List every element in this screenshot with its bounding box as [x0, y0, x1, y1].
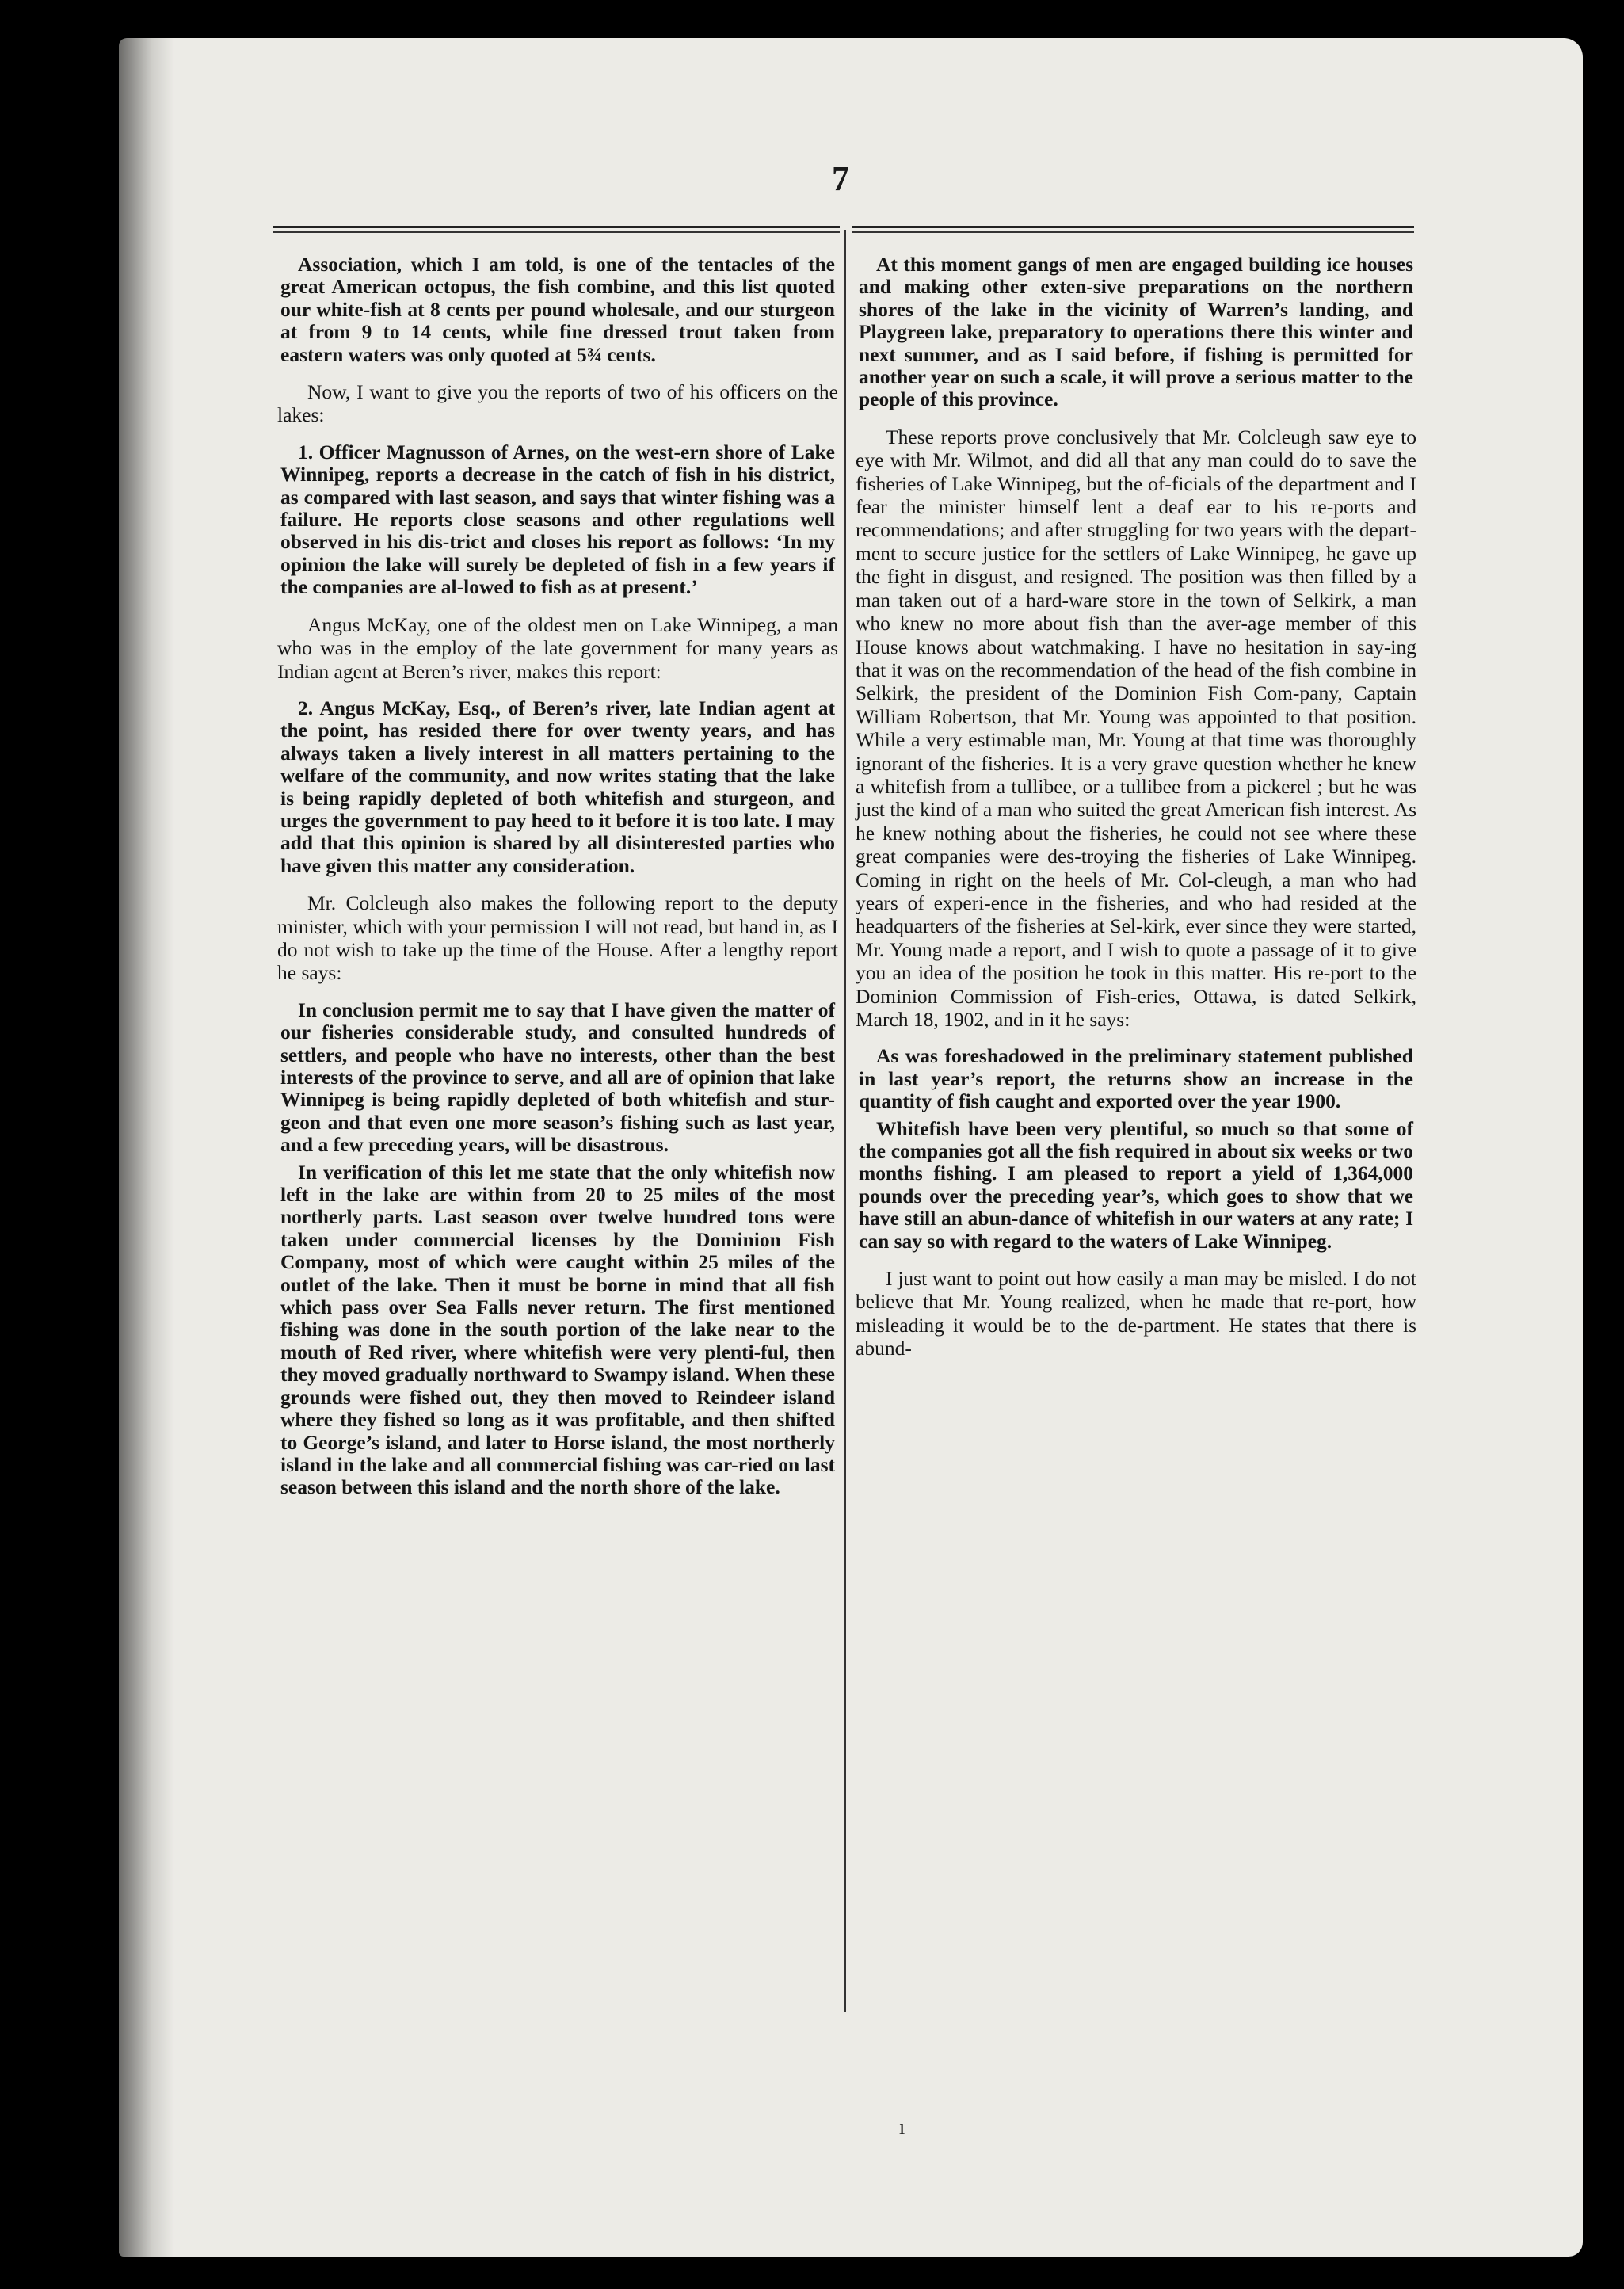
column-divider [844, 230, 846, 2012]
left-column [277, 254, 838, 1513]
header-rule-left [273, 226, 840, 233]
paragraph: Mr. Colcleugh also makes the following report to the deputy minister, which with your permission I will not read, but hand in, as I do not wish to take up the time of the House. After a lengthy report he says: [277, 891, 838, 985]
paragraph: Angus McKay, one of the oldest men on Lake Winnipeg, a man who was in the employ of the late government for many years as Indian agent at Beren’s river, makes this report: [277, 612, 838, 683]
paragraph: In conclusion permit me to say that I have given the matter of our fisheries considerable study, and consulted hundreds of settlers, and people who have no interests, other than the best interests of the province to serve, and all are of opinion that lake Winnipeg is being rapidly depleted of both whitefish and stur-geon and that even one more season’s fishing such as last year, and a few preceding years, will be disastrous. [280, 998, 835, 1157]
paragraph: I just want to point out how easily a man may be misled. I do not believe that Mr. Young realized, when he made that re-port, how misleading it would be to the de-partment. He states that there is abund- [856, 1267, 1416, 1360]
page-number: 7 [832, 159, 849, 198]
paragraph: In verification of this let me state that the only whitefish now left in the lake are within from 20 to 25 miles of the most northerly parts. Last season over twelve hundred tons were taken under commercial licenses by the Dominion Fish Company, most of which were caught within 25 miles of the outlet of the lake. Then it must be borne in mind that all fish which pass over Sea Falls never return. The first mentioned fishing was done in the south portion of the lake near to the mouth of Red river, where whitefish were very plenti-ful, then they moved gradually northward to Swampy island. When these grounds were fished out, they then moved to Reindeer island where they fished so long as it was profitable, and then shifted to George’s island, and later to Horse island, the most northerly island in the lake and all commercial fishing was car-ried on last season between this island and the north shore of the lake. [280, 1160, 835, 1499]
paragraph: 2. Angus McKay, Esq., of Beren’s river, late Indian agent at the point, has resided there for over twenty years, and has always taken a lively interest in all matters pertaining to the welfare of the community, and now writes stating that the lake is being rapidly depleted of both whitefish and sturgeon, and urges the government to pay heed to it before it is too late. I may add that this opinion is shared by all disinterested parties who have given this matter any consideration. [280, 696, 835, 877]
paragraph: As was foreshadowed in the preliminary statement published in last year’s report, the returns show an increase in the quantity of fish caught and exported over the year 1900. [859, 1044, 1413, 1113]
paragraph: At this moment gangs of men are engaged building ice houses and making other exten-sive preparations on the northern shores of the lake in the vicinity of Warren’s landing, and Playgreen lake, preparatory to operations there this winter and next summer, and as I said before, if fishing is permitted for another year on such a scale, it will prove a serious matter to the people of this province. [859, 253, 1413, 411]
right-column [856, 254, 1416, 1375]
paragraph: Whitefish have been very plentiful, so much so that some of the companies got all the fish required in about six weeks or two months fishing. I am pleased to report a yield of 1,364,000 pounds over the preceding year’s, which goes to show that we have still an abun-dance of whitefish in our waters at any rate; I can say so with regard to the waters of Lake Winnipeg. [859, 1116, 1413, 1253]
paragraph: 1. Officer Magnusson of Arnes, on the west-ern shore of Lake Winnipeg, reports a decrease in the catch of fish in his district, as compared with last season, and says that winter fishing was a failure. He reports close seasons and other regulations well observed in his dis-trict and closes his report as follows: ‘In my opinion the lake will surely be depleted of fish in a few years if the companies are al-lowed to fish as at present.’ [280, 440, 835, 599]
paragraph: Now, I want to give you the reports of two of his officers on the lakes: [277, 380, 838, 427]
header-rule-right [852, 226, 1414, 233]
paragraph: Association, which I am told, is one of the tentacles of the great American octopus, the fish combine, and this list quoted our white-fish at 8 cents per pound wholesale, and our sturgeon at from 9 to 14 cents, while fine dressed trout taken from eastern waters was only quoted at 5¾ cents. [280, 253, 835, 366]
paragraph: These reports prove conclusively that Mr. Colcleugh saw eye to eye with Mr. Wilmot, and did all that any man could do to save the fisheries of Lake Winnipeg, but the of-ficials of the department and I fear the minister himself lent a deaf ear to his re-ports and recommendations; and after struggling for two years with the depart-ment to secure justice for the settlers of Lake Winnipeg, he gave up the fight in disgust, and resigned. The position was then filled by a man taken out of a hard-ware store in the town of Selkirk, a man who knew no more about fish than the aver-age member of this House knows about watchmaking. I have no hesitation in say-ing that it was on the recommendation of the head of the fish combine in Selkirk, the president of the Dominion Fish Com-pany, Captain William Robertson, that Mr. Young was appointed to that position. While a very estimable man, Mr. Young at that time was thoroughly ignorant of the fisheries. It is a very grave question whether he knew a whitefish from a tullibee, or a tullibee from a pickerel ; but he was just the kind of a man who suited the great American fish interest. As he knew nothing about the fisheries, he could not see where these great companies were des-troying the fisheries of Lake Winnipeg. Coming in right on the heels of Mr. Col-cleugh, a man who had years of experi-ence in the fisheries, and who had resided at the headquarters of the fisheries at Sel-kirk, ever since they were started, Mr. Young made a report, and I wish to quote a passage of it to give you an idea of the position he took in this matter. His re-port to the Dominion Commission of Fish-eries, Ottawa, is dated Selkirk, March 18, 1902, and in it he says: [856, 425, 1416, 1031]
bottom-mark: ı [899, 2115, 905, 2138]
